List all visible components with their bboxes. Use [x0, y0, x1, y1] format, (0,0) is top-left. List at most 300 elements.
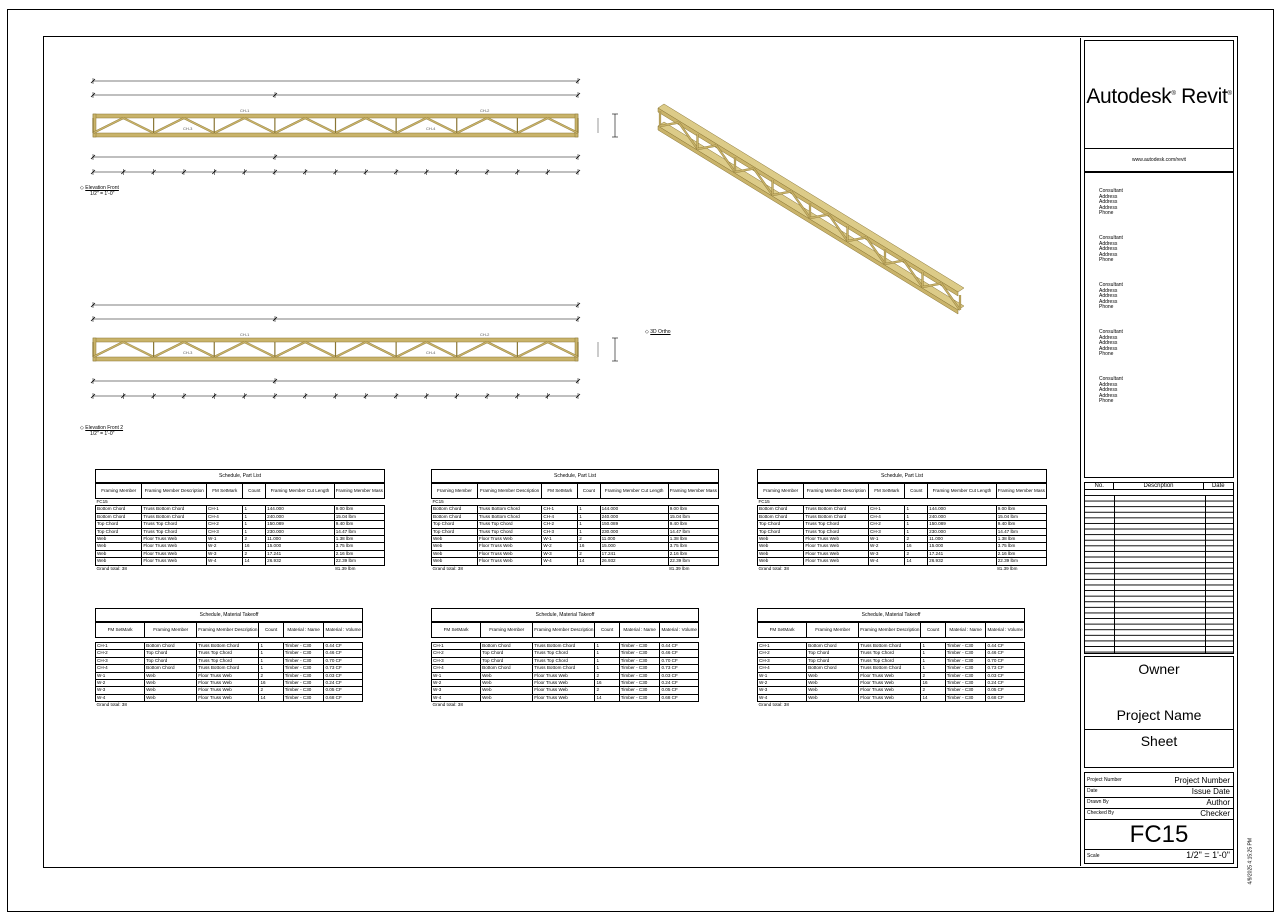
table-cell: 14 [905, 558, 928, 565]
table-row [432, 687, 699, 694]
schedule-material-takeoff [757, 608, 1025, 709]
table-cell: Truss Top Chord [804, 528, 869, 535]
consultant-block [1099, 377, 1123, 405]
table-row [96, 657, 363, 664]
table-cell: CH-2 [96, 650, 145, 657]
table-cell: Truss Bottom Chord [859, 643, 921, 650]
table-cell: 11.000 [266, 536, 335, 543]
table-cell: Floor Truss Web [859, 687, 921, 694]
table-cell: 1 [595, 643, 619, 650]
table-cell: Bottom Chord [807, 665, 859, 672]
table-row [432, 528, 719, 535]
table-cell: CH-3 [869, 528, 905, 535]
table-row [432, 513, 719, 520]
table-cell: Timber - C30 [945, 680, 986, 687]
table-cell: Top Chord [145, 657, 197, 664]
table-cell: Floor Truss Web [477, 550, 542, 557]
date-label: Date [1087, 788, 1098, 794]
table-cell: 9.00 lbm [668, 506, 718, 513]
table-cell: 150.089 [928, 521, 997, 528]
table-cell: 1 [259, 643, 283, 650]
table-cell: 1 [905, 521, 928, 528]
revision-header [1085, 483, 1233, 490]
table-cell: CH-1 [869, 506, 905, 513]
consultant-line: Consultant [1099, 235, 1123, 241]
column-header: Count [578, 484, 600, 499]
table-cell: 0.03 CF [660, 672, 699, 679]
table-cell: Top Chord [432, 528, 478, 535]
table-row [758, 536, 1047, 543]
table-cell: Bottom Chord [481, 643, 533, 650]
table-cell: Web [481, 680, 533, 687]
table-cell: Bottom Chord [96, 506, 142, 513]
table-cell: CH-1 [96, 643, 145, 650]
table-cell: W-3 [542, 550, 578, 557]
column-header: FM SetMark [758, 623, 807, 638]
table-cell: Bottom Chord [432, 506, 478, 513]
table-cell: 1 [259, 665, 283, 672]
consultant-line: Address [1099, 240, 1118, 247]
consultant-line: Phone [1099, 351, 1114, 357]
view-title-3d-ortho [645, 329, 671, 335]
column-header: Count [921, 623, 945, 638]
column-header: FM SetMark [869, 484, 905, 499]
table-row [96, 543, 385, 550]
table-cell: Truss Bottom Chord [533, 643, 595, 650]
table-cell: CH-1 [432, 643, 481, 650]
table-cell: Web [807, 680, 859, 687]
table-cell: 26.932 [600, 558, 668, 565]
schedule-part-list [757, 469, 1047, 572]
table-cell: 0.24 CF [324, 680, 363, 687]
chord-tag: CH-1 [240, 332, 250, 337]
rev-col-description: Description [1114, 483, 1203, 489]
table-cell: 230.000 [600, 528, 668, 535]
column-header: Framing Member Mass [668, 484, 718, 499]
table-cell: W-2 [542, 543, 578, 550]
drawn-by-label: Drawn By [1087, 799, 1109, 805]
table-cell: 1 [595, 650, 619, 657]
consultant-line: Address [1099, 340, 1118, 346]
logo-trademark: ® [1171, 91, 1176, 97]
table-row [758, 643, 1025, 650]
table-row [96, 680, 363, 687]
table-row [96, 536, 385, 543]
table-cell: Truss Bottom Chord [197, 643, 259, 650]
table-cell: 0.03 CF [986, 672, 1025, 679]
view-name: 3D Ortho [650, 329, 671, 335]
table-cell: 9.00 lbm [996, 506, 1046, 513]
table-row [432, 650, 699, 657]
table-row [432, 521, 719, 528]
table-cell: 0.24 CF [660, 680, 699, 687]
table-cell: Floor Truss Web [804, 550, 869, 557]
column-header: Framing Member Cut Length [600, 484, 668, 499]
table-cell: Web [758, 550, 804, 557]
table-cell: W-1 [96, 672, 145, 679]
project-number: Project Number [1174, 776, 1230, 785]
table-cell: W-4 [96, 694, 145, 701]
table-cell: Web [145, 680, 197, 687]
table-cell: Truss Top Chord [197, 657, 259, 664]
table-cell: Bottom Chord [96, 513, 142, 520]
table-cell: 1.38 lbm [334, 536, 384, 543]
column-header: Framing Member [432, 484, 478, 499]
table-cell: 150.089 [600, 521, 668, 528]
column-header: Framing Member Description [804, 484, 869, 499]
table-cell: 9.40 lbm [996, 521, 1046, 528]
column-header: FM SetMark [96, 623, 145, 638]
table-row [432, 506, 719, 513]
table-cell: CH-2 [542, 521, 578, 528]
table-cell: 16 [921, 680, 945, 687]
table-cell: Timber - C30 [619, 657, 660, 664]
consultant-line: Address [1099, 251, 1118, 258]
table-row [758, 694, 1025, 701]
consultant-line: Address [1099, 334, 1118, 341]
consultant-line: Phone [1099, 304, 1114, 310]
title-block [1080, 38, 1253, 885]
table-cell: Bottom Chord [481, 665, 533, 672]
table-cell: W-1 [758, 672, 807, 679]
table-row [432, 665, 699, 672]
table-cell: Bottom Chord [145, 665, 197, 672]
table-cell: 15.04 lbm [996, 513, 1046, 520]
table-row [96, 521, 385, 528]
project-number-label: Project Number [1087, 777, 1122, 783]
table-cell: 17.241 [600, 550, 668, 557]
column-header: Material : Volume [324, 623, 363, 638]
table-row [432, 680, 699, 687]
table-cell: 2.16 lbm [996, 550, 1046, 557]
consultant-block [1099, 283, 1123, 311]
table-cell: Bottom Chord [758, 513, 804, 520]
table-cell: 2 [905, 536, 928, 543]
table-cell: W-4 [207, 558, 243, 565]
table-cell: 3.75 lbm [996, 543, 1046, 550]
column-header: Material : Name [945, 623, 986, 638]
scale-row [1085, 849, 1233, 863]
table-cell: 0.70 CF [986, 657, 1025, 664]
table-cell: W-3 [758, 687, 807, 694]
consultant-line: Address [1099, 293, 1118, 299]
table-cell: Truss Bottom Chord [477, 506, 542, 513]
table-cell: 1 [259, 650, 283, 657]
table-cell: Floor Truss Web [197, 680, 259, 687]
column-header: Framing Member Description [477, 484, 542, 499]
schedule-material-takeoff [95, 608, 363, 709]
table-cell: 1 [921, 665, 945, 672]
column-header: Framing Member Mass [334, 484, 384, 499]
scale-label: Scale [1087, 853, 1100, 859]
logo-brand: Autodesk [1086, 85, 1172, 108]
table-cell: 14 [921, 694, 945, 701]
table-row [758, 657, 1025, 664]
table-cell: 15.000 [266, 543, 335, 550]
column-header: Framing Member [807, 623, 859, 638]
table-cell: Web [432, 543, 478, 550]
table-cell: Web [807, 694, 859, 701]
issue-date: Issue Date [1191, 787, 1230, 796]
table-cell: CH-3 [207, 528, 243, 535]
table-cell: Web [145, 694, 197, 701]
table-cell: W-4 [869, 558, 905, 565]
table-cell: Web [432, 550, 478, 557]
table-cell: Truss Bottom Chord [142, 506, 207, 513]
column-header: Framing Member Description [859, 623, 921, 638]
table-cell: Timber - C30 [945, 672, 986, 679]
grand-total: Grand total: 38 [432, 702, 463, 708]
table-cell: W-2 [207, 543, 243, 550]
column-header: FM SetMark [542, 484, 578, 499]
table-cell: 0.05 CF [660, 687, 699, 694]
table-cell: Timber - C30 [945, 665, 986, 672]
table-cell: 2 [595, 672, 619, 679]
table-cell: Top Chord [758, 528, 804, 535]
schedule-title: Schedule, Part List [431, 469, 719, 483]
table-cell: 150.089 [266, 521, 335, 528]
view-title-elevation-front [80, 185, 119, 197]
table-cell: 16 [259, 680, 283, 687]
table-cell: Web [432, 558, 478, 565]
table-cell: Top Chord [481, 657, 533, 664]
table-cell: Truss Top Chord [197, 650, 259, 657]
table-cell: Top Chord [807, 657, 859, 664]
table-cell: W-3 [207, 550, 243, 557]
view-scale: 1/2" = 1'-0" [90, 431, 115, 437]
column-header: Framing Member [481, 623, 533, 638]
table-cell: 16 [243, 543, 266, 550]
table-cell: Truss Bottom Chord [804, 506, 869, 513]
table-cell: W-4 [758, 694, 807, 701]
table-cell: W-3 [432, 687, 481, 694]
table-cell: 144.000 [266, 506, 335, 513]
table-cell: 0.24 CF [986, 680, 1025, 687]
table-row [432, 543, 719, 550]
table-row [758, 550, 1047, 557]
table-cell: CH-2 [869, 521, 905, 528]
column-header: Framing Member Mass [996, 484, 1046, 499]
table-cell: Floor Truss Web [533, 672, 595, 679]
table-cell: Web [96, 550, 142, 557]
project-name: Project Name [1116, 707, 1202, 723]
table-cell: Floor Truss Web [142, 536, 207, 543]
autodesk-revit-logo [1085, 85, 1233, 109]
column-header: Framing Member Description [533, 623, 595, 638]
table-cell: 14 [259, 694, 283, 701]
table-row [96, 687, 363, 694]
table-cell: W-4 [542, 558, 578, 565]
table-cell: Timber - C30 [619, 650, 660, 657]
table-cell: 240.000 [600, 513, 668, 520]
table-cell: Web [96, 536, 142, 543]
table-cell: Web [758, 558, 804, 565]
consultant-line: Address [1099, 387, 1118, 393]
consultant-block [1099, 330, 1123, 358]
mass-total: 81.39 lbm [335, 565, 356, 571]
consultant-line: Address [1099, 287, 1118, 294]
column-header: Count [243, 484, 266, 499]
table-cell: Top Chord [96, 528, 142, 535]
column-header: Framing Member Cut Length [928, 484, 997, 499]
table-cell: Timber - C30 [283, 687, 324, 694]
table-cell: Timber - C30 [619, 680, 660, 687]
schedule-title: Schedule, Material Takeoff [757, 608, 1025, 622]
table-cell: 2.16 lbm [334, 550, 384, 557]
table-cell: Floor Truss Web [859, 680, 921, 687]
chord-tag: CH-3 [183, 350, 193, 355]
table-row [758, 672, 1025, 679]
table-cell: Top Chord [432, 521, 478, 528]
schedule-title: Schedule, Material Takeoff [431, 608, 699, 622]
logo-product: Revit [1181, 85, 1228, 108]
column-header: Framing Member [96, 484, 142, 499]
schedule-part-list [95, 469, 385, 572]
table-cell: W-1 [207, 536, 243, 543]
sheet-number-box [1085, 819, 1233, 851]
truss-3d-ortho [658, 104, 964, 314]
table-cell: 0.46 CF [324, 650, 363, 657]
table-cell: Web [145, 687, 197, 694]
grand-total: Grand total: 38 [758, 702, 789, 708]
column-header: FM SetMark [207, 484, 243, 499]
consultant-line: Address [1099, 246, 1118, 252]
table-cell: Truss Bottom Chord [533, 665, 595, 672]
table-cell: 1 [578, 521, 600, 528]
table-cell: 17.241 [928, 550, 997, 557]
table-cell: 16 [905, 543, 928, 550]
table-cell: Web [807, 687, 859, 694]
column-header: Framing Member [758, 484, 804, 499]
table-cell: Top Chord [807, 650, 859, 657]
table-row [758, 506, 1047, 513]
view-marker-icon: ◇ [80, 425, 84, 431]
table-cell: CH-4 [96, 665, 145, 672]
table-cell: 14.47 lbm [334, 528, 384, 535]
consultant-block [1099, 236, 1123, 264]
table-row [758, 680, 1025, 687]
table-cell: 11.000 [928, 536, 997, 543]
table-cell: Floor Truss Web [477, 543, 542, 550]
table-cell: Floor Truss Web [533, 687, 595, 694]
table-cell: Web [758, 536, 804, 543]
table-cell: Timber - C30 [619, 694, 660, 701]
table-cell: 1 [578, 506, 600, 513]
table-cell: 1 [595, 657, 619, 664]
table-row [758, 543, 1047, 550]
table-cell: 1 [578, 513, 600, 520]
table-row [96, 550, 385, 557]
table-cell: Bottom Chord [145, 643, 197, 650]
grand-total: Grand total: 38 [432, 565, 463, 571]
table-cell: 0.73 CF [324, 665, 363, 672]
view-marker-icon: ◇ [80, 185, 84, 191]
table-cell: CH-4 [207, 513, 243, 520]
table-row [432, 657, 699, 664]
table-cell: Truss Bottom Chord [859, 665, 921, 672]
table-cell: W-2 [96, 680, 145, 687]
table-cell: 1 [921, 650, 945, 657]
table-cell: 0.73 CF [660, 665, 699, 672]
table-cell: CH-4 [758, 665, 807, 672]
consultant-line: Address [1099, 199, 1118, 205]
table-cell: 14 [595, 694, 619, 701]
consultant-line: Phone [1099, 398, 1114, 404]
table-row [432, 536, 719, 543]
table-row [96, 558, 385, 565]
table-cell: 9.00 lbm [334, 506, 384, 513]
consultant-block [1099, 189, 1123, 217]
table-cell: 2 [921, 687, 945, 694]
table-cell: Floor Truss Web [197, 672, 259, 679]
table-cell: Floor Truss Web [859, 694, 921, 701]
table-cell: Floor Truss Web [804, 543, 869, 550]
table-cell: Bottom Chord [758, 506, 804, 513]
grand-total: Grand total: 38 [96, 565, 127, 571]
schedule-part-list [431, 469, 719, 572]
table-cell: CH-4 [869, 513, 905, 520]
grand-total: Grand total: 38 [758, 565, 789, 571]
table-cell: W-3 [869, 550, 905, 557]
table-cell: 3.75 lbm [334, 543, 384, 550]
table-cell: 26.932 [928, 558, 997, 565]
table-cell: 15.000 [600, 543, 668, 550]
schedule-group: FC15 [96, 499, 108, 504]
table-cell: 14.47 lbm [668, 528, 718, 535]
column-header: Framing Member Cut Length [266, 484, 335, 499]
table-row [96, 513, 385, 520]
consultant-line: Address [1099, 193, 1118, 200]
table-row [758, 558, 1047, 565]
table-row [432, 643, 699, 650]
table-cell: Timber - C30 [619, 687, 660, 694]
column-header: Count [595, 623, 619, 638]
table-cell: CH-2 [432, 650, 481, 657]
table-cell: CH-1 [207, 506, 243, 513]
table-cell: Timber - C30 [945, 657, 986, 664]
consultant-line: Consultant [1099, 282, 1123, 288]
table-cell: Floor Truss Web [533, 694, 595, 701]
table-cell: Web [145, 672, 197, 679]
checked-by-label: Checked By [1087, 810, 1114, 816]
table-row [758, 665, 1025, 672]
table-cell: 1 [905, 506, 928, 513]
consultant-line: Address [1099, 392, 1118, 399]
table-cell: 1 [595, 665, 619, 672]
consultant-line: Phone [1099, 257, 1114, 263]
table-row [432, 672, 699, 679]
table-cell: 26.932 [266, 558, 335, 565]
table-cell: 22.39 lbm [668, 558, 718, 565]
table-cell: Floor Truss Web [477, 536, 542, 543]
table-cell: 1 [905, 513, 928, 520]
table-cell: CH-2 [207, 521, 243, 528]
website-url: www.autodesk.com/revit [1085, 148, 1233, 171]
view-scale: 1/2" = 1'-0" [90, 191, 115, 197]
table-cell: 0.44 CF [660, 643, 699, 650]
table-cell: 2 [259, 687, 283, 694]
table-cell: 15.04 lbm [668, 513, 718, 520]
view-title-elevation-front-2 [80, 425, 123, 437]
schedule-title: Schedule, Part List [757, 469, 1047, 483]
table-cell: Timber - C30 [945, 687, 986, 694]
chord-tag: CH-2 [480, 108, 490, 113]
table-cell: W-3 [96, 687, 145, 694]
column-header: Material : Name [619, 623, 660, 638]
table-cell: 0.44 CF [324, 643, 363, 650]
consultant-line: Address [1099, 345, 1118, 352]
table-cell: Web [481, 694, 533, 701]
